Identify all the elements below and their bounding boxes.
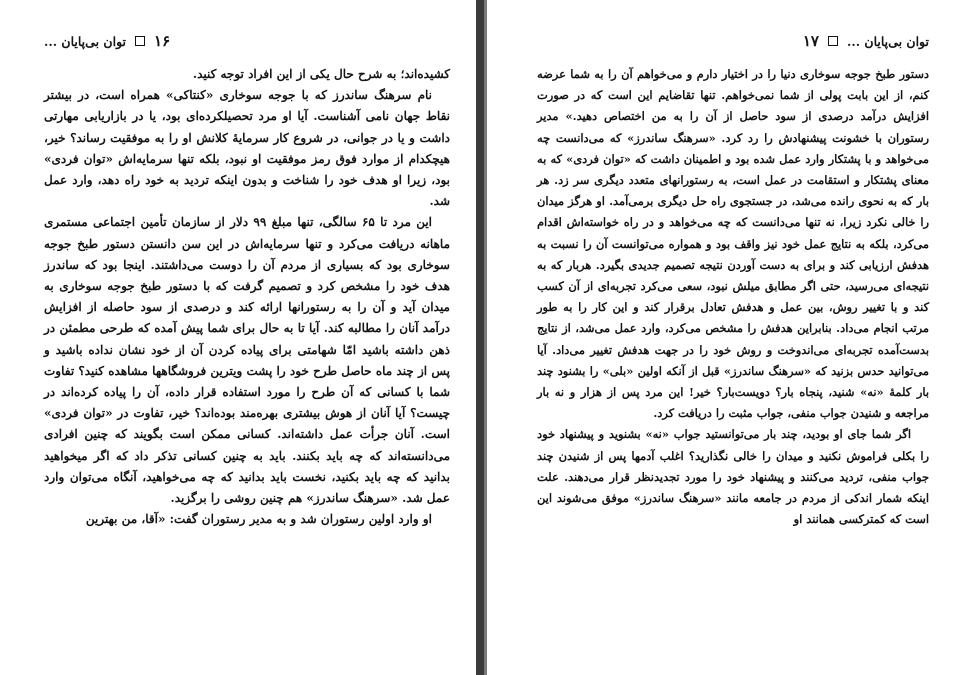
left-paragraph-1: کشیده‌اند؛ به شرح حال یکی از این افراد توجه کنید. (192, 67, 450, 81)
left-paragraph-4: او وارد اولین رستوران شد و به مدیر رستوران گفت: «آقا، من بهترین (85, 512, 432, 527)
right-paragraph-2: اگر شما جای او بودید، چند بار می‌توانستید جواب «نه» بشنوید و پیشنهاد خود را بکلی فراموش نکنید و میدان را خالی نگذارید؟ اغلب آدمها پس از شنیدن چند جواب منفی، تردید می‌کنند و پیشنهاد خود را مورد تجدیدنظر قرار می‌دهند. علت اینکه شمار اندکی از مردم در جامعه مانند «سرهنگ ساندرز» موفق می‌شوند این است که کمترکسی همانند او (537, 427, 929, 527)
left-paragraph-2: نام سرهنگ ساندرز که با جوجه سوخاری «کنتاکی» همراه است، در بیشتر نقاط جهان نامی آشناست. آیا او مرد تحصیلکرده‌ای بود، یا در بازاریابی مهارتی داشت و یا در جوانی، در شروع کار سرمایهٔ کلانش او را به موفقیت رساند؟ خیر، هیچکدام از موارد فوق رمز موفقیت او نبود، بلکه تنها سرمایه‌اش «توان فردی» بود، زیرا او هدف خود را شناخت و بدون اینکه تردید به خود راه دهد، وارد عمل شد. (44, 88, 451, 209)
right-page-number: ۱۷ (802, 32, 819, 50)
header-square-icon (135, 36, 145, 46)
left-page-running-title: توان بی‌پایان ... (44, 33, 127, 49)
left-page-body (44, 64, 450, 530)
right-paragraph-1: دستور طبخ جوجه سوخاری دنیا را در اختیار دارم و می‌خواهم آن را به شما عرضه کنم، از این بابت پولی از شما نمی‌خواهم. تنها تقاضایم این است که در صورت افزایش درآمد درصدی از سود حاصل از آن را به من اختصاص دهید.» مدیر رستوران با خشونت پیشنهادش را رد کرد. «سرهنگ ساندرز» که می‌دانست چه می‌خواهد و با پشتکار وارد عمل شده بود و اطمینان داشت که «توان فردی» که به معنای پشتکار و استقامت در عمل است، به رستورانهای متعدد دیگری سر زد. هر بار که به نحوی رانده می‌شد، در جستجوی راه حل دیگری برمی‌آمد. او هرگز میدان را خالی نکرد زیرا، نه تنها می‌دانست که چه می‌خواهد و در راه خواسته‌اش اقدام می‌کرد، بلکه به نتایج عمل خود نیز واقف بود و همواره می‌توانست آن را نسبت به هدفش ارزیابی کند و برای به دست آوردن نتیجه تصمیم جدیدی بگیرد. هربار که به نتیجه‌ای می‌رسید، حتی اگر مطابق میلش نبود، سعی می‌کرد تجربه‌ای از آن کسب کند و با تغییر روش، بین عمل و هدفش تعادل برقرار کند و این کار را به طور مرتب انجام می‌داد. بنابراین هدفش را مشخص می‌کرد، وارد عمل می‌شد، از نتایج بدست‌آمده تجربه‌ای می‌اندوخت و روش خود را در جهت هدفش تغییر می‌داد. آیا می‌توانید حدس بزنید که «سرهنگ ساندرز» قبل از آنکه اولین «بلی» را بشنود چند بار کلمهٔ «نه» شنید، پنجاه بار؟ دویست‌بار؟ خیر! این مرد پس از هزار و نه بار مراجعه و شنیدن جواب منفی، جواب مثبت را دریافت کرد. (537, 67, 929, 421)
right-page-body (537, 64, 929, 530)
right-page (487, 0, 961, 675)
left-page-number: ۱۶ (154, 32, 171, 50)
left-page-header (44, 30, 450, 52)
header-square-icon (828, 36, 838, 46)
left-paragraph-3: این مرد تا ۶۵ سالگی، تنها مبلغ ۹۹ دلار از سازمان تأمین اجتماعی مستمری ماهانه دریافت می‌کرد و تنها سرمایه‌اش در این سن دانستن دستور طبخ جوجه سوخاری بود که بسیاری از مردم آن را دوست می‌داشتند. اینجا بود که ساندرز هدف خود را مشخص کرد و تصمیم گرفت که با دستور طبخ جوجه سوخاری به میدان آید و آن را به رستورانها ارائه کند و درصدی از سود حاصله از افزایش درآمد آنان را مطالبه کند. آیا تا به حال برای شما پیش آمده که طرحی مطمئن در ذهن داشته باشید امّا شهامتی برای پیاده کردن آن از خود نشان نداده باشید و پس از چند ماه حاصل طرح خود را پشت ویترین فروشگاهها مشاهده کنید؟ تفاوت شما با کسانی که آن طرح را مورد استفاده قرار داده، آن را پیاده کرده‌اند در چیست؟ آیا آنان از هوش بیشتری بهره‌مند بوده‌اند؟ خیر، تفاوت در «توان فردی» است. آنان جرأت عمل داشته‌اند. کسانی ممکن است بگویند که چنین افرادی می‌دانسته‌اند که چه باید بکنند. باید به چنین کسانی تذکر داد که اگر میخواهید بدانید که چه باید بکنید، نخست باید بدانید که چه می‌خواهید، آنگاه می‌توان وارد عمل شد. «سرهنگ ساندرز» هم چنین روشی را برگزید. (44, 215, 451, 506)
book-gutter (476, 0, 487, 675)
left-page (0, 0, 476, 675)
right-page-header (537, 30, 929, 52)
right-page-running-title: توان بی‌پایان ... (846, 33, 929, 49)
